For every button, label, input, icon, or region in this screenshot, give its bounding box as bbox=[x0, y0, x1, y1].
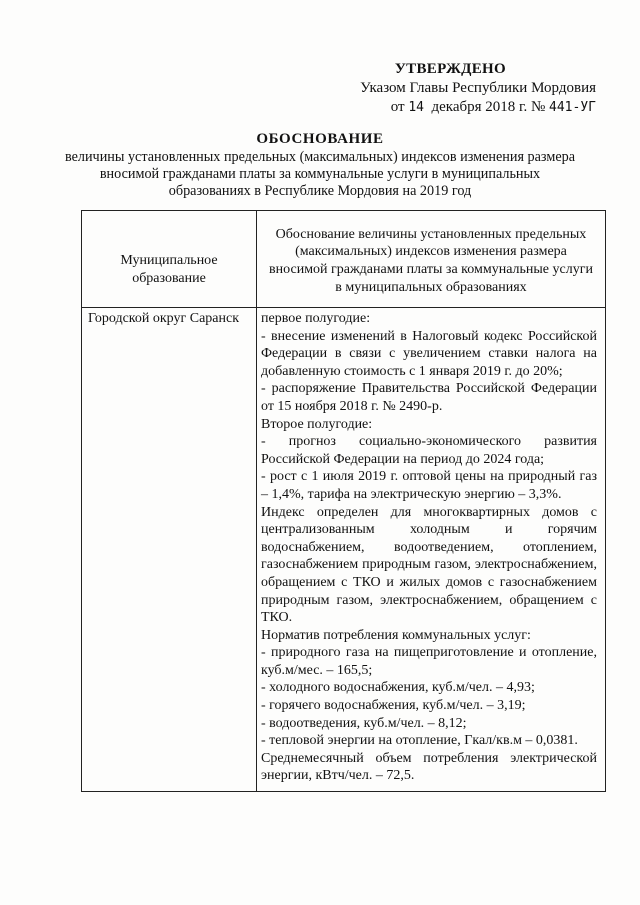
approval-decree: Указом Главы Республики Мордовия bbox=[360, 80, 596, 96]
document-title: ОБОСНОВАНИЕ bbox=[256, 131, 384, 147]
header-justification bbox=[257, 211, 606, 308]
municipality-cell bbox=[82, 308, 257, 792]
text-line: первое полугодие: bbox=[261, 311, 371, 326]
text-line: - распоряжение Правительства Российской Федерации от 15 ноября 2018 г. № 2490-р. bbox=[261, 381, 597, 414]
header-municipality bbox=[82, 211, 257, 308]
justification-table bbox=[81, 210, 606, 792]
text-line: - рост с 1 июля 2019 г. оптовой цены на природный газ – 1,4%, тарифа на электрическую энергию – 3,3%. bbox=[261, 469, 597, 502]
text-line: Индекс определен для многоквартирных домов с централизованным холодным и горячим водоснабжением, водоотведением, отоплением, газоснабжением природным газом, электроснабжением, обращением с ТКО и жилых домов с газоснабжением природным газом, электроснабжением, обращением с ТКО. bbox=[261, 504, 597, 626]
approval-date bbox=[360, 98, 596, 117]
table-header-row bbox=[82, 211, 606, 308]
justification-cell bbox=[257, 308, 606, 792]
document-subtitle: величины установленных предельных (максимальных) индексов изменения размера вносимой гражданами платы за коммунальные услуги в муниципальных образованиях в Республике Мордовия на 2019 год bbox=[64, 149, 576, 199]
header-municipality-text: Муниципальное образование bbox=[120, 253, 218, 286]
date-middle: декабря 2018 г. № bbox=[431, 99, 546, 115]
text-line: Среднемесячный объем потребления электрической энергии, кВтч/чел. – 72,5. bbox=[261, 750, 597, 784]
municipality-name: Городской округ Саранск bbox=[88, 311, 240, 326]
header-justification-text: Обоснование величины установленных предельных (максимальных) индексов изменения размера вносимой гражданами платы за коммунальные услуги в муниципальных образованиях bbox=[269, 226, 593, 295]
text-line: - внесение изменений в Налоговый кодекс Российской Федерации в связи с увеличением ставки налога на добавленную стоимость с 1 января 2019 г. до 20%; bbox=[261, 328, 597, 379]
text-line: - природного газа на пищеприготовление и отопление, куб.м/мес. – 165,5; bbox=[261, 645, 597, 678]
text-line: - прогноз социально-экономического развития Российской Федерации на период до 2024 года; bbox=[261, 434, 597, 467]
date-day: 14 bbox=[408, 100, 424, 115]
decree-number: 441-УГ bbox=[549, 100, 596, 115]
text-line: Второе полугодие: bbox=[261, 416, 373, 432]
document-heading bbox=[0, 129, 640, 200]
text-line: - горячего водоснабжения, куб.м/чел. – 3,19; bbox=[261, 698, 526, 714]
text-line: - водоотведения, куб.м/чел. – 8,12; bbox=[261, 715, 467, 731]
text-line: Норматив потребления коммунальных услуг: bbox=[261, 627, 531, 643]
text-line: - тепловой энергии на отопление, Гкал/кв.м – 0,0381. bbox=[261, 733, 578, 749]
text-line: - холодного водоснабжения, куб.м/чел. – 4,93; bbox=[261, 680, 535, 696]
approval-title: УТВЕРЖДЕНО bbox=[394, 61, 506, 77]
table-row bbox=[82, 308, 606, 792]
date-prefix: от bbox=[390, 99, 405, 115]
approval-stamp bbox=[360, 60, 596, 117]
